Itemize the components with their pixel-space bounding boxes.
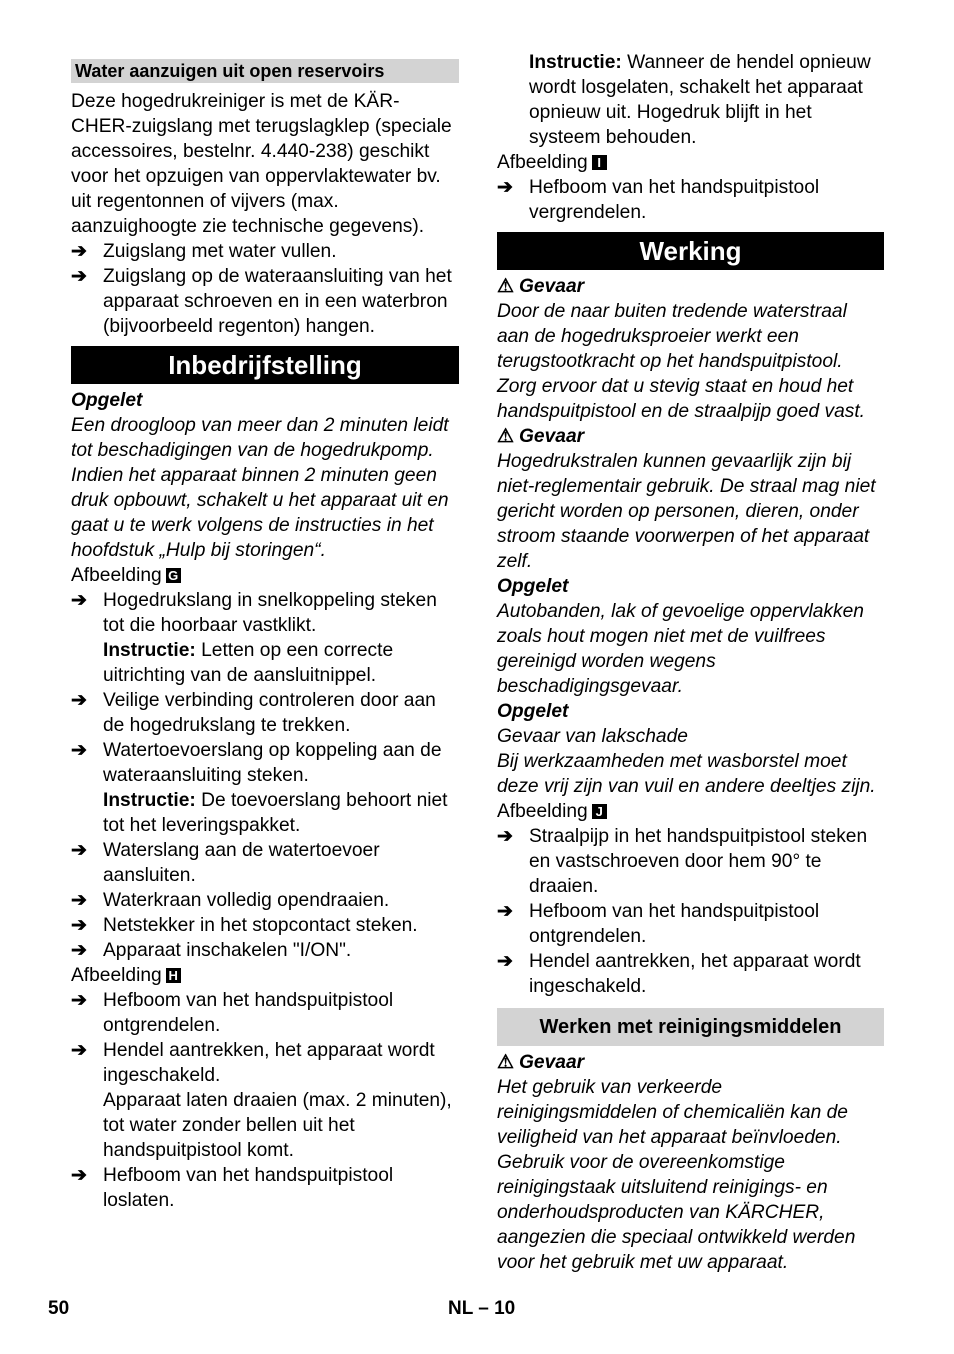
step-item: ➔ Hefboom van het handspuitpistool ontgrendelen. xyxy=(497,901,820,947)
warning-triangle-icon: ⚠ xyxy=(497,276,515,297)
arrow-right-icon: ➔ xyxy=(71,890,88,911)
step-item: ➔ Waterslang aan de watertoevoer aansluiten. xyxy=(71,840,380,886)
figure-reference: Afbeelding I xyxy=(497,150,884,175)
arrow-right-icon: ➔ xyxy=(71,1040,88,1061)
figure-reference: Afbeelding J xyxy=(497,799,884,824)
figure-reference: Afbeelding G xyxy=(71,563,459,588)
language-page-code: NL – 10 xyxy=(448,1298,516,1319)
caution-label: Opgelet xyxy=(497,576,569,597)
step-item: ➔ Watertoevoerslang op koppeling aan de wateraansluiting steken. xyxy=(71,740,442,786)
step-item: ➔ Zuigslang met water vullen. xyxy=(71,241,337,262)
step-item: ➔ Straalpijp in het handspuitpistool steken en vastschroeven door hem 90° te draaien. xyxy=(497,826,868,897)
caution-label: Opgelet xyxy=(497,701,569,722)
page-number: 50 xyxy=(48,1298,70,1319)
instruction-note: Instructie: Letten op een correcte uitrichting van de aansluitnippel. xyxy=(103,640,394,686)
step-item: ➔ Hefboom van het handspuitpistool ontgrendelen. xyxy=(71,990,394,1036)
step-item: ➔ Hendel aantrekken, het apparaat wordt ingeschakeld. xyxy=(71,1040,435,1086)
chapter-heading-inbedrijfstelling: Inbedrijfstelling xyxy=(71,346,459,384)
arrow-right-icon: ➔ xyxy=(71,915,88,936)
danger-label: ⚠ Gevaar xyxy=(497,276,585,297)
arrow-right-icon: ➔ xyxy=(71,1165,88,1186)
danger-text: Gebruik voor de overeenkomstige reinigingstaak uitsluitend reinigings- en onderhoudsproducten van KÄRCHER, aangezien die speciaal ontwikkeld werden voor het gebruik met uw apparaat. xyxy=(497,1152,856,1273)
arrow-right-icon: ➔ xyxy=(71,590,88,611)
arrow-right-icon: ➔ xyxy=(497,951,514,972)
danger-text: Door de naar buiten tredende waterstraal aan de hogedruksproeier werkt een terugstootkracht op het handspuitpistool. Zorg ervoor dat u stevig staat en houd het handspuitpistool en de straalpijp goed vast. xyxy=(497,301,866,422)
danger-text: Het gebruik van verkeerde reinigingsmiddelen of chemicaliën kan de veiligheid van het apparaat beïnvloeden. xyxy=(497,1077,848,1148)
figure-reference: Afbeelding H xyxy=(71,963,459,988)
caution-label: Opgelet xyxy=(71,390,143,411)
danger-label: ⚠ Gevaar xyxy=(497,1052,585,1073)
warning-triangle-icon: ⚠ xyxy=(497,1052,515,1073)
caution-subtitle: Gevaar van lakschade xyxy=(497,726,688,747)
section-heading-water-suction: Water aanzuigen uit open reservoirs xyxy=(71,59,459,83)
right-column xyxy=(497,50,884,1275)
step-item: ➔ Zuigslang op de wateraansluiting van het apparaat schroeven en in een waterbron (bijvoorbeeld regenton) hangen. xyxy=(71,266,452,337)
step-item: ➔ Veilige verbinding controleren door aan de hogedrukslang te trekken. xyxy=(71,690,436,736)
warning-triangle-icon: ⚠ xyxy=(497,426,515,447)
water-intro-paragraph: Deze hogedrukreiniger is met de KÄR-CHER-zuigslang met terugslagklep (speciale accessoires, bestelnr. 4.440-238) geschikt voor het opzuigen van oppervlaktewater bv. uit regentonnen of vijvers (max. aanzuighoogte zie technische gegevens). xyxy=(71,91,452,237)
chapter-heading-werking: Werking xyxy=(497,232,884,270)
danger-text: Hogedrukstralen kunnen gevaarlijk zijn bij niet-reglementair gebruik. De straal mag niet gericht worden op personen, dieren, onder stroom staande voorwerpen of het apparaat zelf. xyxy=(497,451,876,572)
caution-text: Een droogloop van meer dan 2 minuten leidt tot beschadigingen van de hogedrukpomp. Indien het apparaat binnen 2 minuten geen druk opbouwt, schakelt u het apparaat uit en gaat u te werk volgens de instructies in het hoofdstuk „Hulp bij storingen“. xyxy=(71,415,449,561)
instruction-note: Instructie: Wanneer de hendel opnieuw wordt losgelaten, schakelt het apparaat opnieuw uit. Hogedruk blijft in het systeem behouden. xyxy=(529,52,871,148)
step-item: ➔ Hogedrukslang in snelkoppeling steken tot die hoorbaar vastklikt. xyxy=(71,590,437,636)
step-item: ➔ Hefboom van het handspuitpistool loslaten. xyxy=(71,1165,394,1211)
arrow-right-icon: ➔ xyxy=(71,241,88,262)
instruction-note: Instructie: De toevoerslang behoort niet tot het leveringspakket. xyxy=(103,790,448,836)
arrow-right-icon: ➔ xyxy=(497,901,514,922)
arrow-right-icon: ➔ xyxy=(71,840,88,861)
step-item: ➔ Apparaat inschakelen "I/ON". xyxy=(71,940,352,961)
danger-label: ⚠ Gevaar xyxy=(497,426,585,447)
caution-text: Autobanden, lak of gevoelige oppervlakken zoals hout mogen niet met de vuilfrees gereinigd worden wegens beschadigingsgevaar. xyxy=(497,601,864,697)
step-item: ➔ Hendel aantrekken, het apparaat wordt ingeschakeld. xyxy=(497,951,861,997)
arrow-right-icon: ➔ xyxy=(71,940,88,961)
step-item: ➔ Netstekker in het stopcontact steken. xyxy=(71,915,418,936)
section-heading-cleaning-agents: Werken met reinigingsmiddelen xyxy=(497,1008,884,1046)
step-item: ➔ Waterkraan volledig opendraaien. xyxy=(71,890,390,911)
figure-badge-icon: I xyxy=(592,155,607,170)
arrow-right-icon: ➔ xyxy=(497,826,514,847)
arrow-right-icon: ➔ xyxy=(71,266,88,287)
arrow-right-icon: ➔ xyxy=(71,690,88,711)
step-item: ➔ Hefboom van het handspuitpistool vergrendelen. xyxy=(497,177,820,223)
arrow-right-icon: ➔ xyxy=(71,740,88,761)
run-note: Apparaat laten draaien (max. 2 minuten), tot water zonder bellen uit het handspuitpistool komt. xyxy=(103,1090,452,1161)
caution-text: Bij werkzaamheden met wasborstel moet deze vrij zijn van vuil en andere deeltjes zijn. xyxy=(497,751,876,797)
figure-badge-icon: G xyxy=(166,568,181,583)
left-column xyxy=(71,50,459,1213)
arrow-right-icon: ➔ xyxy=(497,177,514,198)
figure-badge-icon: J xyxy=(592,804,607,819)
figure-badge-icon: H xyxy=(166,968,181,983)
arrow-right-icon: ➔ xyxy=(71,990,88,1011)
